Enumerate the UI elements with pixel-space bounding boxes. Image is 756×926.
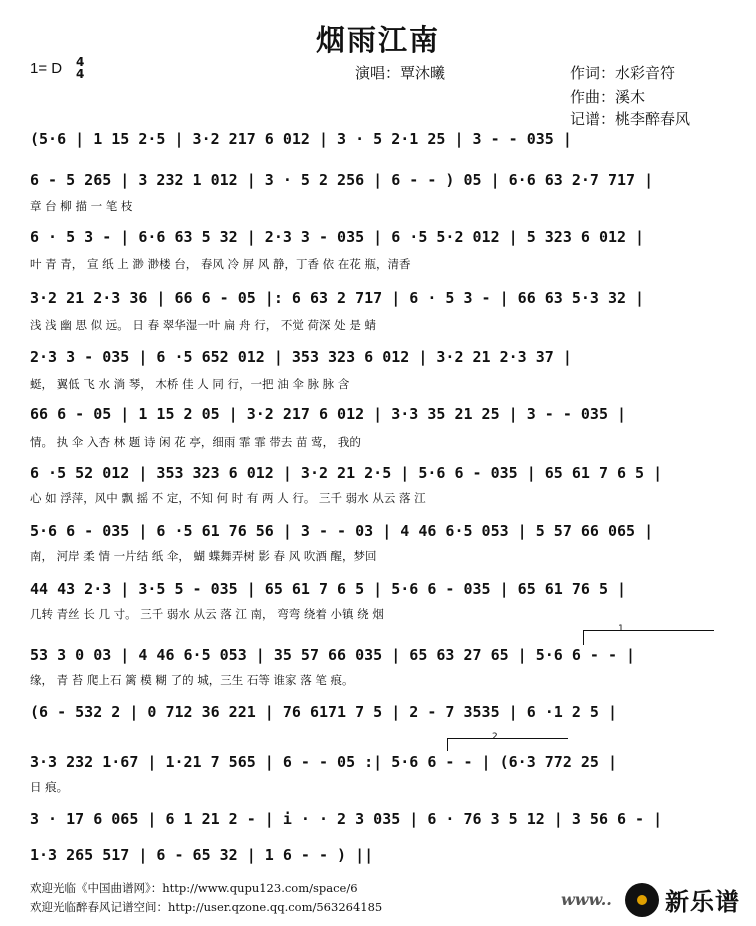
logo-brand-text: 新乐谱: [665, 888, 740, 916]
lyric-line-4: 浅 浅 幽 思 似 远。 日 春 翠华湿一叶 扁 舟 行， 不觉 荷深 处 是 蜻: [30, 318, 376, 332]
score-line-12: 3·3 232 1·67 | 1·21 7 565 | 6 - - 05 :| 5·6 6 - - | (6·3 772 25 |: [30, 753, 617, 771]
second-ending-bracket: [447, 738, 568, 751]
key-signature: 1= D: [30, 60, 63, 77]
logo-www-text: www..: [561, 890, 612, 909]
singer-credit: 演唱：覃沐曦: [355, 64, 446, 82]
record-disc-icon: [625, 883, 659, 917]
meter-top: 4: [76, 55, 85, 69]
transcriber-credit: 记谱：桃李醉春风: [570, 110, 691, 128]
score-line-9: 44 43 2·3 | 3·5 5 - 035 | 65 61 7 6 5 | 5·6 6 - 035 | 65 61 76 5 |: [30, 580, 627, 598]
footer-link-qupu[interactable]: 欢迎光临《中国曲谱网》：http://www.qupu123.com/space/6: [30, 881, 358, 895]
score-line-7: 6 ·5 52 012 | 353 323 6 012 | 3·2 21 2·5 | 5·6 6 - 035 | 65 61 7 6 5 |: [30, 464, 663, 482]
site-logo[interactable]: [561, 882, 740, 917]
score-line-3: 6 · 5 3 - | 6·6 63 5 32 | 2·3 3 - 035 | 6 ·5 5·2 012 | 5 323 6 012 |: [30, 228, 645, 246]
score-line-1: (5·6 | 1 15 2·5 | 3·2 217 6 012 | 3 · 5 2·1 25 | 3 - - 035 |: [30, 130, 572, 148]
lyric-line-10: 缘， 青 苔 爬上石 篱 模 糊 了的 城，三生 石等 谁家 落 笔 痕。: [30, 673, 354, 687]
lyricist-credit: 作词：水彩音符: [570, 64, 676, 82]
score-line-2: 6 - 5 265 | 3 232 1 012 | 3 · 5 2 256 | 6 - - ) 05 | 6·6 63 2·7 717 |: [30, 171, 654, 189]
lyric-line-3: 叶 青 青， 宣 纸 上 渺 渺楼 台， 春风 冷 屏 风 静，丁香 依 在花 瓶，清香: [30, 257, 411, 271]
lyric-line-8: 南， 河岸 柔 情 一片结 纸 伞， 蝴 蝶舞弄树 影 春 风 吹酒 醒，梦回: [30, 549, 377, 563]
score-line-8: 5·6 6 - 035 | 6 ·5 61 76 56 | 3 - - 03 | 4 46 6·5 053 | 5 57 66 065 |: [30, 522, 654, 540]
ending-number-2: 2: [492, 732, 498, 742]
lyric-line-2: 章 台 柳 描 一 笔 枝: [30, 199, 133, 213]
lyric-line-6: 情。 执 伞 入杏 林 题 诗 闲 花 亭，细雨 霏 霏 带去 苗 莺， 我的: [30, 435, 361, 449]
ending-number-1: 1: [618, 624, 624, 634]
score-line-4: 3·2 21 2·3 36 | 66 6 - 05 |: 6 63 2 717 | 6 · 5 3 - | 66 63 5·3 32 |: [30, 289, 645, 307]
lyric-line-5: 蜓， 翼低 飞 水 淌 琴， 木桥 佳 人 同 行，一把 油 伞 脉 脉 含: [30, 377, 350, 391]
song-title: 烟雨江南: [315, 23, 440, 57]
footer-link-qzone[interactable]: 欢迎光临醉春风记谱空间：http://user.qzone.qq.com/563264185: [30, 900, 383, 914]
time-signature: [76, 56, 84, 80]
composer-credit: 作曲：溪木: [570, 88, 646, 106]
lyric-line-12: 日 痕。: [30, 780, 69, 794]
lyric-line-7: 心 如 浮萍，风中 飘 摇 不 定，不知 何 时 有 两 人 行。 三千 弱水 从云 落 江: [30, 491, 426, 505]
score-line-11: (6 - 532 2 | 0 712 36 221 | 76 6171 7 5 | 2 - 7 3535 | 6 ·1 2 5 |: [30, 703, 617, 721]
meter-bottom: 4: [76, 67, 85, 81]
score-line-13: 3 · 17 6 065 | 6 1 21 2 - | i · · 2 3 035 | 6 · 76 3 5 12 | 3 56 6 - |: [30, 810, 663, 828]
lyric-line-9: 几转 青丝 长 几 寸。 三千 弱水 从云 落 江 南， 弯弯 绕着 小镇 绕 烟: [30, 607, 384, 621]
first-ending-bracket: [583, 630, 714, 645]
score-line-10: 53 3 0 03 | 4 46 6·5 053 | 35 57 66 035 | 65 63 27 65 | 5·6 6 - - |: [30, 646, 636, 664]
score-line-5: 2·3 3 - 035 | 6 ·5 652 012 | 353 323 6 012 | 3·2 21 2·3 37 |: [30, 348, 572, 366]
score-line-6: 66 6 - 05 | 1 15 2 05 | 3·2 217 6 012 | 3·3 35 21 25 | 3 - - 035 |: [30, 405, 627, 423]
score-line-14: 1·3 265 517 | 6 - 65 32 | 1 6 - - ) ||: [30, 846, 374, 864]
